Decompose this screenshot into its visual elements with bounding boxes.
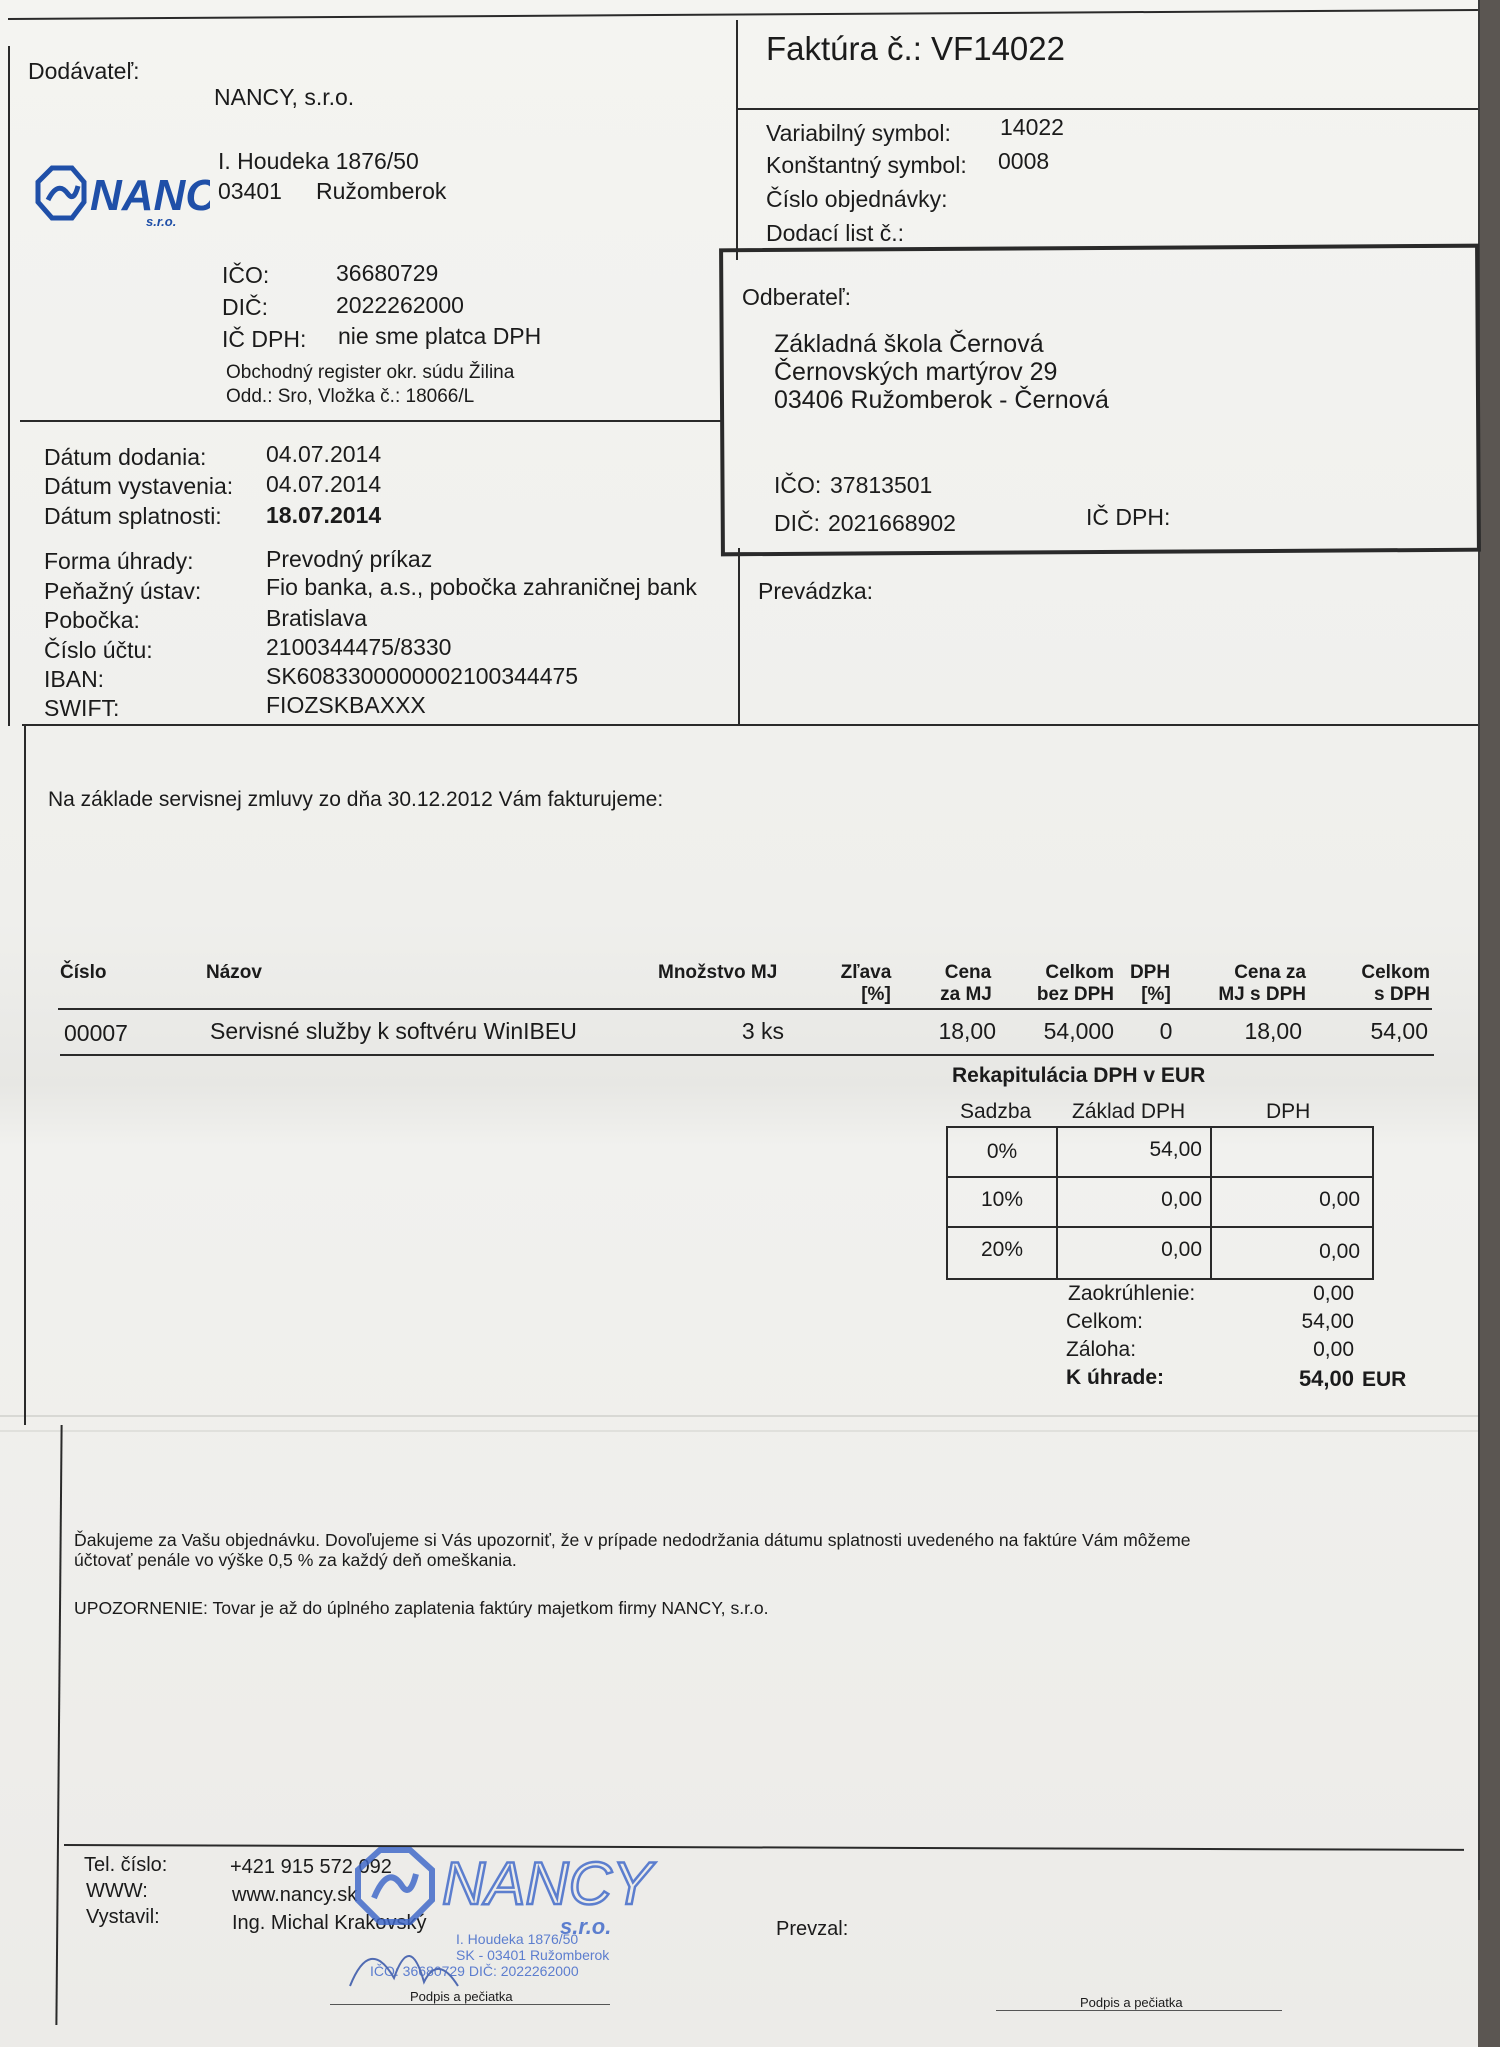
supplier-dic-label: DIČ: — [222, 294, 268, 320]
pobocka-label: Pobočka: — [44, 607, 140, 633]
customer-ico: 37813501 — [830, 472, 933, 498]
k-uhrade-label: K úhrade: — [1066, 1366, 1165, 1389]
vat-col-line — [1056, 1126, 1058, 1278]
splatnosti-label: Dátum splatnosti: — [44, 503, 222, 529]
customer-dic: 2021668902 — [828, 510, 956, 536]
row-cislo: 00007 — [64, 1020, 128, 1046]
header-divider-horizontal — [736, 108, 1478, 110]
objednavka-label: Číslo objednávky: — [766, 186, 948, 212]
konstantny-value: 0008 — [998, 148, 1050, 174]
supplier-label: Dodávateľ: — [28, 58, 140, 84]
signature-caption-right: Podpis a pečiatka — [1080, 1995, 1183, 2010]
col-dph-1: DPH — [1129, 962, 1171, 983]
row-cena-mj-s-dph: 18,00 — [1244, 1018, 1302, 1044]
vat-row-dph: 0,00 — [1319, 1188, 1360, 1211]
customer-name: Základná škola Černová — [774, 330, 1044, 358]
customer-icdph-label: IČ DPH: — [1086, 504, 1171, 530]
col-cena-s-2: MJ s DPH — [1218, 984, 1306, 1005]
row-mnozstvo: 3 ks — [741, 1018, 784, 1044]
vystavenia-value: 04.07.2014 — [266, 471, 382, 497]
vat-row-zaklad: 54,00 — [1149, 1138, 1202, 1161]
zaokruhlenie-label: Zaokrúhlenie: — [1068, 1282, 1196, 1305]
vat-row-zaklad: 0,00 — [1161, 1238, 1202, 1261]
paper-fold — [0, 1415, 1478, 1417]
customer-dic-label: DIČ: — [774, 510, 820, 536]
ustav-value: Fio banka, a.s., pobočka zahraničnej bank — [266, 574, 697, 600]
supplier-icdph: nie sme platca DPH — [338, 323, 542, 349]
celkom-label: Celkom: — [1066, 1310, 1144, 1333]
supplier-dic: 2022262000 — [336, 292, 464, 318]
frame-left — [8, 46, 10, 726]
vat-recap-title: Rekapitulácia DPH v EUR — [952, 1064, 1206, 1087]
col-celkom-bez-1: Celkom — [1045, 962, 1114, 983]
iban-label: IBAN: — [44, 666, 105, 692]
supplier-register-1: Obchodný register okr. súdu Žilina — [226, 362, 515, 383]
forma-label: Forma úhrady: — [44, 548, 194, 574]
row-celkom-bez-dph: 54,000 — [1043, 1018, 1114, 1044]
signature-caption-left: Podpis a pečiatka — [410, 1989, 513, 2004]
prevadzka-label: Prevádzka: — [758, 578, 874, 604]
vystavenia-label: Dátum vystavenia: — [44, 473, 234, 499]
variabilny-label: Variabilný symbol: — [766, 120, 951, 146]
warning-text: UPOZORNENIE: Tovar je až do úplného zaplatenia faktúry majetkom firmy NANCY, s.r.o. — [74, 1598, 769, 1618]
col-cislo: Číslo — [60, 962, 107, 983]
items-footer-rule — [60, 1054, 1434, 1056]
supplier-ico-label: IČO: — [222, 262, 270, 288]
pobocka-value: Bratislava — [266, 605, 367, 631]
row-nazov: Servisné služby k softvéru WinIBEU — [210, 1018, 577, 1044]
vystavil-label: Vystavil: — [86, 1906, 160, 1928]
intro-text: Na základe servisnej zmluvy zo dňa 30.12.2012 Vám fakturujeme: — [48, 788, 664, 811]
col-cena-1: Cena — [944, 962, 992, 983]
supplier-zip: 03401 — [218, 178, 282, 204]
logo-text: NAN — [90, 171, 186, 220]
k-uhrade-value: 54,00 — [1298, 1366, 1354, 1391]
frame-top — [8, 9, 1478, 20]
col-zlava-2: [%] — [861, 984, 891, 1005]
footer-divider — [64, 1844, 1464, 1851]
tel-value: +421 915 572 092 — [230, 1856, 392, 1878]
vat-row-zaklad: 0,00 — [1161, 1188, 1202, 1211]
dodania-label: Dátum dodania: — [44, 444, 207, 470]
iban-value: SK6083300000002100344475 — [266, 663, 579, 689]
col-celkom-s-1: Celkom — [1361, 962, 1430, 983]
payment-divider-vertical — [738, 548, 740, 726]
vystavil-value: Ing. Michal Krakovský — [232, 1912, 427, 1934]
col-nazov: Názov — [206, 962, 262, 983]
variabilny-value: 14022 — [1000, 114, 1064, 140]
vat-header-zaklad: Základ DPH — [1072, 1100, 1186, 1123]
dodaci-label: Dodací list č.: — [766, 220, 905, 246]
supplier-street: I. Houdeka 1876/50 — [218, 148, 419, 174]
stamp-line-1: I. Houdeka 1876/50 — [456, 1931, 579, 1947]
www-value[interactable]: www.nancy.sk — [232, 1884, 358, 1906]
splatnosti-value: 18.07.2014 — [266, 502, 382, 528]
swift-value: FIOZSKBAXXX — [266, 692, 426, 718]
stamp-brand: NANCY — [442, 1850, 653, 1917]
col-celkom-s-2: s DPH — [1374, 984, 1430, 1005]
vat-header-dph: DPH — [1266, 1100, 1311, 1123]
ustav-label: Peňažný ústav: — [44, 578, 202, 604]
vat-row-line — [946, 1176, 1372, 1178]
col-mnozstvo: Množstvo MJ — [658, 962, 778, 983]
col-celkom-bez-2: bez DPH — [1036, 984, 1114, 1005]
supplier-icdph-label: IČ DPH: — [222, 326, 307, 352]
dodania-value: 04.07.2014 — [266, 441, 382, 467]
ucet-value: 2100344475/8330 — [266, 634, 452, 660]
vat-col-line — [1210, 1126, 1212, 1278]
col-cena-s-1: Cena za — [1234, 962, 1306, 983]
supplier-register-2: Odd.: Sro, Vložka č.: 18066/L — [226, 386, 475, 407]
supplier-ico: 36680729 — [336, 260, 439, 286]
konstantny-label: Konštantný symbol: — [766, 152, 967, 178]
vat-row-line — [946, 1226, 1372, 1228]
vat-row-sadzba: 0% — [986, 1140, 1018, 1163]
supplier-city: Ružomberok — [316, 178, 447, 204]
invoice-title: Faktúra č.: VF14022 — [766, 30, 1065, 67]
www-label: WWW: — [86, 1880, 148, 1902]
supplier-name: NANCY, s.r.o. — [214, 84, 355, 110]
dates-divider — [20, 420, 722, 422]
row-cena-mj: 18,00 — [938, 1018, 996, 1044]
company-stamp — [340, 1836, 670, 1997]
celkom-value: 54,00 — [1301, 1310, 1354, 1333]
vat-row-sadzba: 10% — [980, 1188, 1024, 1211]
zaloha-value: 0,00 — [1313, 1338, 1354, 1361]
zaloha-label: Záloha: — [1066, 1338, 1137, 1361]
thanks-text-1: Ďakujeme za Vašu objednávku. Dovoľujeme si Vás upozorniť, že v prípade nedodržania dátumu splatnosti uvedeného na faktúre Vám môžeme — [74, 1530, 1191, 1550]
vat-row-dph: 0,00 — [1319, 1240, 1360, 1263]
logo-suffix: s.r.o. — [146, 214, 177, 228]
paper-fold — [0, 1430, 1478, 1432]
ucet-label: Číslo účtu: — [44, 637, 153, 663]
forma-value: Prevodný príkaz — [266, 546, 433, 572]
stamp-suffix: s.r.o. — [560, 1914, 612, 1939]
row-celkom-s-dph: 54,00 — [1370, 1018, 1428, 1044]
vat-row-sadzba: 20% — [980, 1238, 1024, 1261]
row-dph: 0 — [1159, 1018, 1173, 1044]
col-dph-2: [%] — [1141, 984, 1171, 1005]
col-cena-2: za MJ — [940, 984, 992, 1005]
vat-header-sadzba: Sadzba — [960, 1100, 1032, 1123]
thanks-text-2: účtovať penále vo výške 0,5 % za každý deň omeškania. — [74, 1550, 517, 1570]
customer-city: 03406 Ružomberok - Černová — [774, 386, 1109, 414]
stamp-line-2: SK - 03401 Ružomberok — [456, 1947, 610, 1963]
customer-ico-label: IČO: — [774, 472, 822, 498]
frame-left-lower — [24, 725, 26, 1425]
nancy-logo — [28, 162, 210, 233]
swift-label: SWIFT: — [44, 695, 120, 721]
items-header-rule — [58, 1008, 1432, 1010]
tel-label: Tel. číslo: — [84, 1854, 168, 1876]
header-divider-vertical — [736, 20, 738, 260]
k-uhrade-currency: EUR — [1362, 1368, 1407, 1391]
prevzal-label: Prevzal: — [776, 1918, 849, 1940]
customer-street: Černovských martýrov 29 — [774, 358, 1058, 386]
frame-left-bottom — [55, 1425, 62, 2025]
stamp-line-3: IČO: 36680729 DIČ: 2022262000 — [370, 1963, 579, 1979]
zaokruhlenie-value: 0,00 — [1313, 1282, 1354, 1305]
col-zlava-1: Zľava — [840, 962, 892, 983]
payment-bottom-divider — [22, 724, 1478, 726]
customer-label: Odberateľ: — [742, 284, 851, 310]
